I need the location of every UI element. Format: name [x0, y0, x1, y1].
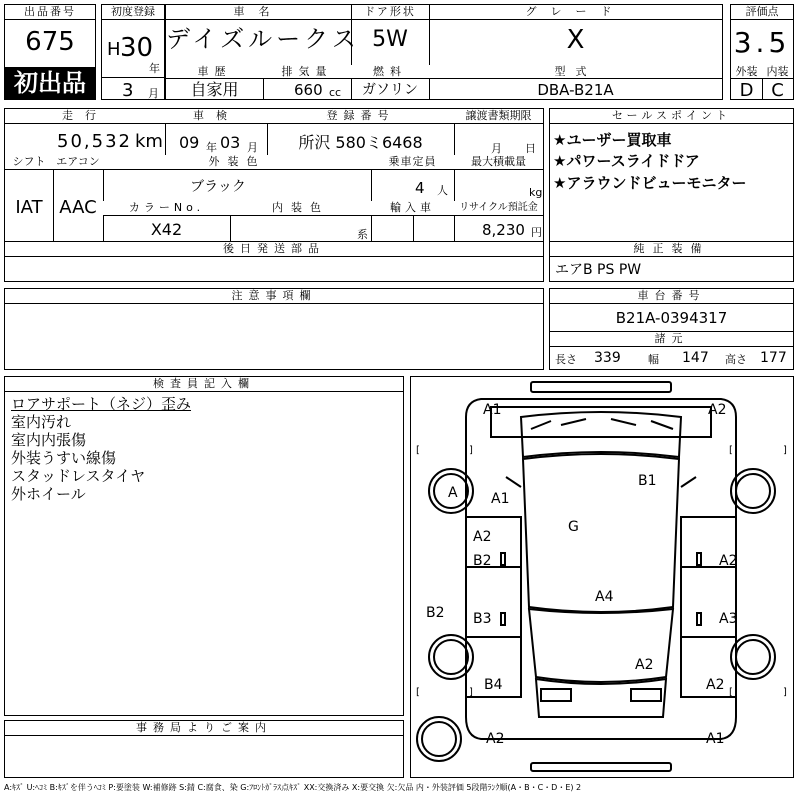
shift-label: シフト — [5, 155, 53, 169]
office-notice-box — [4, 720, 404, 778]
aircon-label: エアコン — [53, 155, 103, 169]
damage-mark: A2 — [473, 529, 492, 545]
chassis-label: 車台番号 — [550, 289, 793, 304]
caution-box — [4, 288, 544, 370]
sales-point-2: ★パワースライドドア — [553, 152, 700, 170]
transfer-day-unit: 日 — [525, 142, 536, 155]
transfer-month-unit: 月 — [491, 142, 502, 155]
first-listing-badge: 初出品 — [5, 67, 95, 99]
height-label: 高さ — [725, 353, 747, 366]
interior-color-label: 内装色 — [230, 201, 371, 215]
later-parts-box — [4, 241, 544, 282]
grade-label: グレード — [429, 5, 722, 19]
inspector-notes-label: 検査員記入欄 — [5, 377, 403, 392]
damage-mark: B2 — [426, 605, 445, 621]
shift-type: IAT — [15, 197, 43, 218]
svg-text:]: ] — [783, 687, 787, 698]
lot-number-label: 出品番号 — [5, 5, 95, 20]
svg-text:[: [ — [729, 687, 733, 698]
reg-month: 3 — [122, 80, 134, 101]
exterior-grade: D — [739, 80, 754, 101]
interior-grade: C — [771, 80, 784, 101]
fuel-type: ガソリン — [362, 82, 418, 98]
length-value: 339 — [594, 350, 621, 366]
equipment-list: エアB PS PW — [555, 262, 642, 278]
era-letter: H — [107, 39, 121, 60]
exterior-color-label: 外装色 — [103, 155, 371, 169]
damage-mark: A2 — [706, 677, 725, 693]
reg-year: 30 — [120, 33, 154, 63]
car-name: デイズルークス — [166, 25, 360, 53]
exterior-color: ブラック — [190, 179, 246, 195]
damage-mark: A — [448, 485, 458, 501]
equipment-label: 純正装備 — [550, 242, 793, 257]
capacity-unit: 人 — [437, 184, 448, 197]
dimensions-label: 諸元 — [550, 332, 793, 347]
damage-mark: A2 — [719, 553, 738, 569]
interior-grade-label: 内装 — [762, 65, 793, 78]
office-notice-label: 事務局よりご案内 — [5, 721, 403, 736]
capacity-label: 乗車定員 — [371, 155, 454, 169]
model-code: DBA-B21A — [537, 81, 614, 99]
door-type: 5W — [372, 27, 408, 52]
mileage: 50,532 — [57, 131, 132, 152]
damage-mark: B4 — [484, 677, 503, 693]
grade: X — [566, 25, 585, 55]
recycle-fee-label: リサイクル預託金 — [454, 201, 543, 215]
inspector-line-5: スタッドレスタイヤ — [11, 467, 146, 485]
details-box — [4, 108, 544, 242]
reg-year-unit: 年 — [149, 62, 160, 75]
inspection-month: 03 — [220, 133, 241, 152]
model-code-label: 型式 — [429, 65, 722, 78]
color-number: X42 — [150, 220, 183, 239]
registration-number: 所沢 580ミ6468 — [298, 133, 423, 152]
import-label: 輸入車 — [371, 201, 454, 215]
svg-text:[: [ — [729, 445, 733, 456]
damage-mark: B1 — [638, 473, 657, 489]
caution-label: 注意事項欄 — [5, 289, 543, 304]
damage-mark: A2 — [635, 657, 654, 673]
max-load-label: 最大積載量 — [454, 155, 543, 169]
displacement-unit: cc — [329, 86, 342, 99]
damage-mark: A1 — [483, 402, 502, 418]
reg-number-label: 登録番号 — [267, 109, 454, 123]
lot-number: 675 — [25, 27, 75, 57]
inspection-year-unit: 年 — [206, 141, 217, 154]
car-name-label: 車名 — [166, 5, 351, 19]
height-value: 177 — [760, 350, 787, 366]
vehicle-info-box — [165, 4, 723, 100]
first-registration-label: 初度登録 — [102, 5, 164, 20]
displacement-label: 排気量 — [263, 65, 351, 78]
capacity: 4 — [415, 179, 425, 197]
sales-point-3: ★アラウンドビューモニター — [553, 174, 747, 192]
equipment-box — [549, 241, 794, 282]
inspector-notes-box — [4, 376, 404, 716]
lot-number-box — [4, 4, 96, 100]
first-registration-box — [101, 4, 165, 100]
inspector-line-4: 外装うすい線傷 — [11, 449, 117, 467]
damage-mark: A2 — [486, 731, 505, 747]
vehicle-history: 自家用 — [190, 80, 239, 99]
history-label: 車歴 — [166, 65, 263, 78]
chassis-box — [549, 288, 794, 370]
damage-mark: B3 — [473, 611, 492, 627]
inspector-line-2: 室内汚れ — [11, 413, 72, 431]
inspector-line-6: 外ホイール — [11, 485, 86, 503]
inspector-line-3: 室内内張傷 — [11, 431, 87, 449]
max-load-unit: kg — [529, 186, 543, 199]
later-parts-label: 後日発送部品 — [5, 242, 543, 257]
inspector-line-1: ロアサポート（ネジ）歪み — [11, 395, 192, 413]
score-box — [730, 4, 794, 100]
mileage-unit: km — [135, 131, 163, 152]
interior-color-unit: 系 — [357, 228, 368, 241]
damage-mark: A4 — [595, 589, 614, 605]
legend: A:ｷｽﾞ U:ﾍｺﾐ B:ｷｽﾞを伴うﾍｺﾐ P:要塗装 W:補修跡 S:錆 C:腐食、染 G:ﾌﾛﾝﾄｶﾞﾗｽ点ｷｽﾞ XX:交換済み X:要交換 欠:欠品 内・外装評価 5段階ﾗﾝｸ順(A・B・C・D・E) 2 — [4, 783, 582, 792]
width-label: 幅 — [648, 353, 659, 366]
overall-score: 3.5 — [733, 26, 791, 59]
car-outline — [411, 377, 793, 777]
damage-mark: A1 — [706, 731, 725, 747]
svg-text:[: [ — [416, 687, 420, 698]
color-number-label: カラーNo. — [103, 201, 230, 215]
exterior-grade-label: 外装 — [731, 65, 762, 78]
inspection-label: 車検 — [165, 109, 267, 123]
sales-points-box — [549, 108, 794, 242]
svg-text:]: ] — [469, 687, 473, 698]
reg-month-unit: 月 — [148, 87, 159, 100]
recycle-fee: 8,230 — [482, 221, 525, 239]
damage-mark: A1 — [491, 491, 510, 507]
damage-mark: G — [568, 519, 579, 535]
recycle-fee-unit: 円 — [531, 226, 542, 239]
svg-text:]: ] — [469, 445, 473, 456]
mileage-label: 走行 — [5, 109, 165, 123]
length-label: 長さ — [555, 353, 577, 366]
score-label: 評価点 — [731, 5, 793, 20]
transfer-deadline-label: 譲渡書類期限 — [454, 109, 543, 123]
damage-diagram — [410, 376, 794, 778]
displacement: 660 — [294, 81, 323, 99]
damage-mark: B2 — [473, 553, 492, 569]
aircon-type: AAC — [59, 197, 97, 218]
sales-points-label: セールスポイント — [550, 109, 793, 124]
inspection-month-unit: 月 — [247, 141, 258, 154]
fuel-label: 燃料 — [351, 65, 429, 78]
door-label: ドア形状 — [351, 5, 429, 19]
damage-mark: A2 — [708, 402, 727, 418]
svg-text:]: ] — [783, 445, 787, 456]
svg-text:[: [ — [416, 445, 420, 456]
damage-mark: A3 — [719, 611, 738, 627]
width-value: 147 — [682, 350, 709, 366]
inspection-year: 09 — [179, 133, 200, 152]
chassis-number: B21A-0394317 — [615, 309, 728, 327]
sales-point-1: ★ユーザー買取車 — [553, 131, 672, 149]
